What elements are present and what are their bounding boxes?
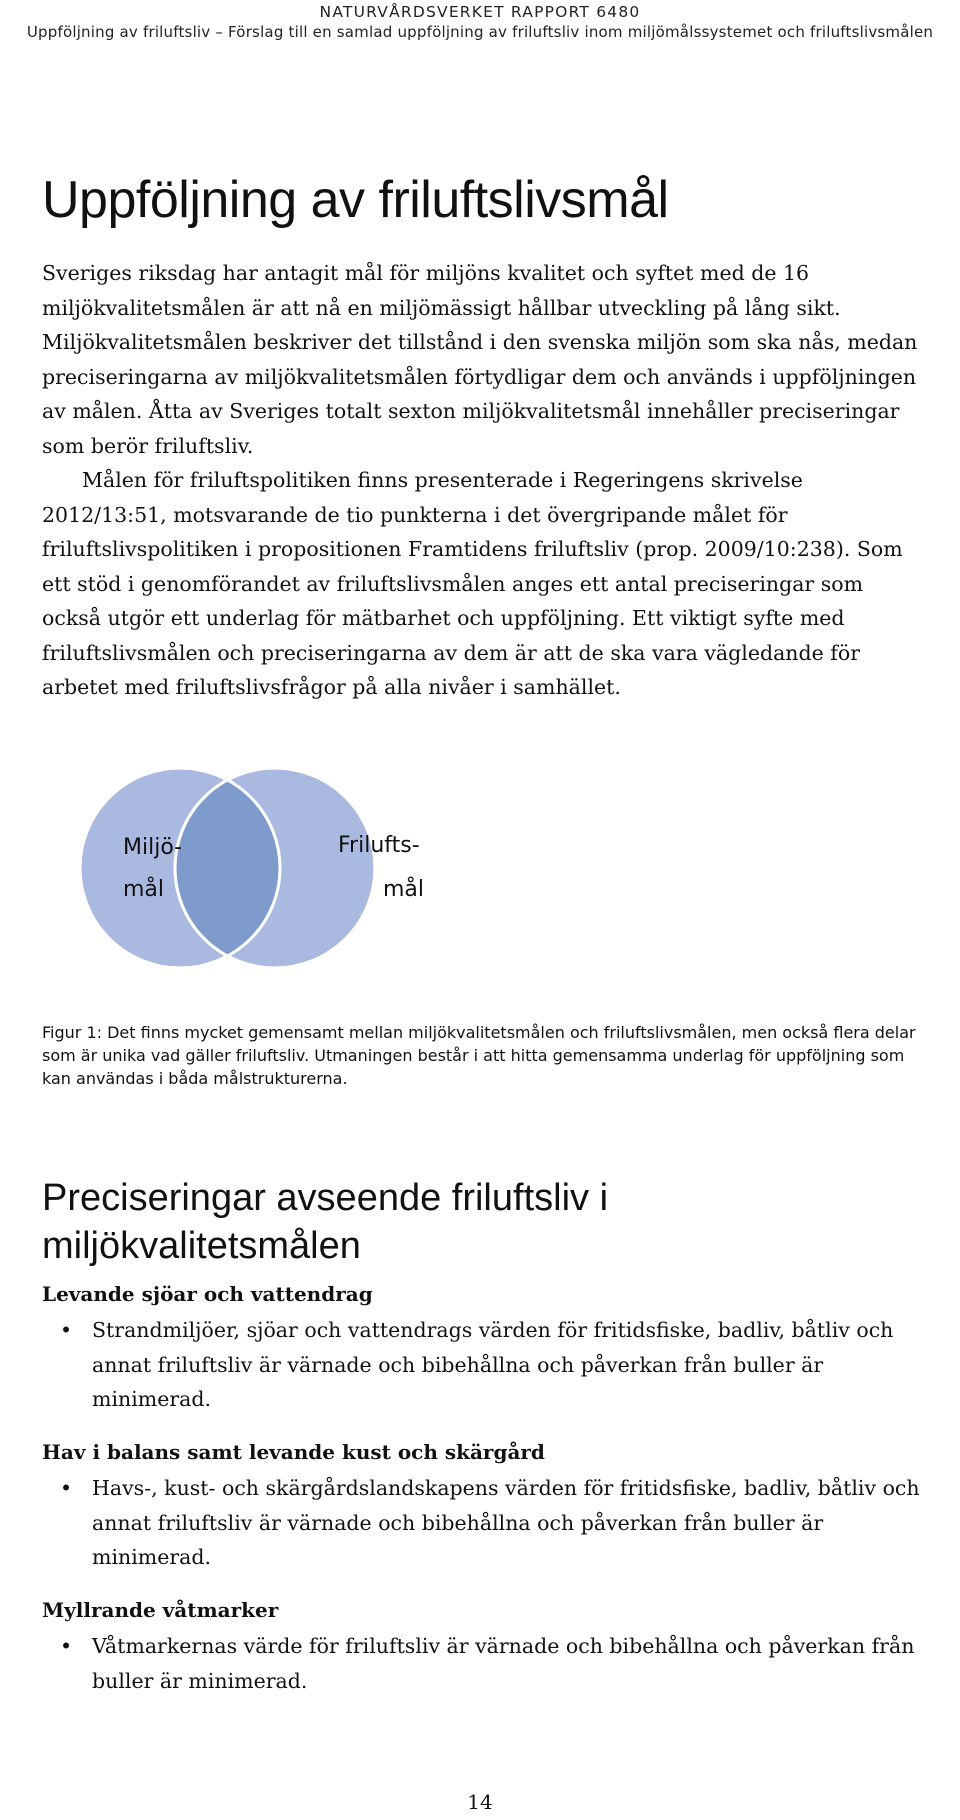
body-paragraph-2: Målen för friluftspolitiken finns presenterade i Regeringens skrivelse 2012/13:51, motsvarande de tio punkterna i det övergripande målet för friluftslivspolitiken i propositionen Framtidens friluftsliv (prop. 2009/10:238). Som ett stöd i genomförandet av friluftslivsmålen anges ett antal preciseringar som också utgör ett underlag för mätbarhet och uppföljning. Ett viktigt syfte med friluftslivsmålen och preciseringarna av dem är att de ska vara vägledande för arbetet med friluftslivsfrågor på alla nivåer i samhället. [42,468,903,699]
bullet-icon: • [60,1634,73,1658]
venn-label-left-1: Miljö- [123,835,183,860]
goal-heading-1: Levande sjöar och vattendrag [42,1282,373,1306]
list-item-text: Havs-, kust- och skärgårdslandskapens värden för fritidsfiske, badliv, båtliv och annat friluftsliv är värnade och bibehållna och påverkan från buller är minimerad. [92,1476,920,1569]
venn-label-right-1: Frilufts- [338,833,420,858]
report-subtitle: Uppföljning av friluftsliv – Förslag till en samlad uppföljning av friluftsliv inom miljömålssystemet och friluftslivsmålen [26,23,934,41]
venn-label-left-2: mål [123,877,165,902]
bullet-icon: • [60,1318,73,1342]
section-title: Uppföljning av friluftslivsmål [42,171,669,229]
goal-heading-3: Myllrande våtmarker [42,1598,279,1622]
list-item-text: Strandmiljöer, sjöar och vattendrags värden för fritidsfiske, badliv, båtliv och annat friluftsliv är värnade och bibehållna och påverkan från buller är minimerad. [92,1318,894,1411]
list-item [60,1629,922,1698]
list-item [60,1471,922,1575]
report-header: NATURVÅRDSVERKET RAPPORT 6480 [319,3,641,21]
venn-label-right-2: mål [383,877,425,902]
figure-caption: Figur 1: Det finns mycket gemensamt mellan miljökvalitetsmålen och friluftslivsmålen, men också flera delar som är unika vad gäller friluftsliv. Utmaningen består i att hitta gemensamma underlag för uppföljning som kan användas i båda målstrukturerna. [42,1023,916,1088]
page-number: 14 [467,1790,493,1814]
list-item [60,1313,922,1417]
venn-diagram [80,728,480,1008]
list-item-text: Våtmarkernas värde för friluftsliv är värnade och bibehållna och påverkan från buller är minimerad. [92,1634,915,1693]
goal-heading-2: Hav i balans samt levande kust och skärgård [42,1440,545,1464]
bullet-icon: • [60,1476,73,1500]
body-paragraph-1: Sveriges riksdag har antagit mål för miljöns kvalitet och syftet med de 16 miljökvalitetsmålen är att nå en miljömässigt hållbar utveckling på lång sikt. Miljökvalitetsmålen beskriver det tillstånd i den svenska miljön som ska nås, medan preciseringarna av miljökvalitetsmålen förtydligar dem och används i uppföljningen av målen. Åtta av Sveriges totalt sexton miljökvalitetsmål innehåller preciseringar som berör friluftsliv. [42,261,918,458]
section-title-2: Preciseringar avseende friluftsliv i miljökvalitetsmålen [42,1177,609,1267]
